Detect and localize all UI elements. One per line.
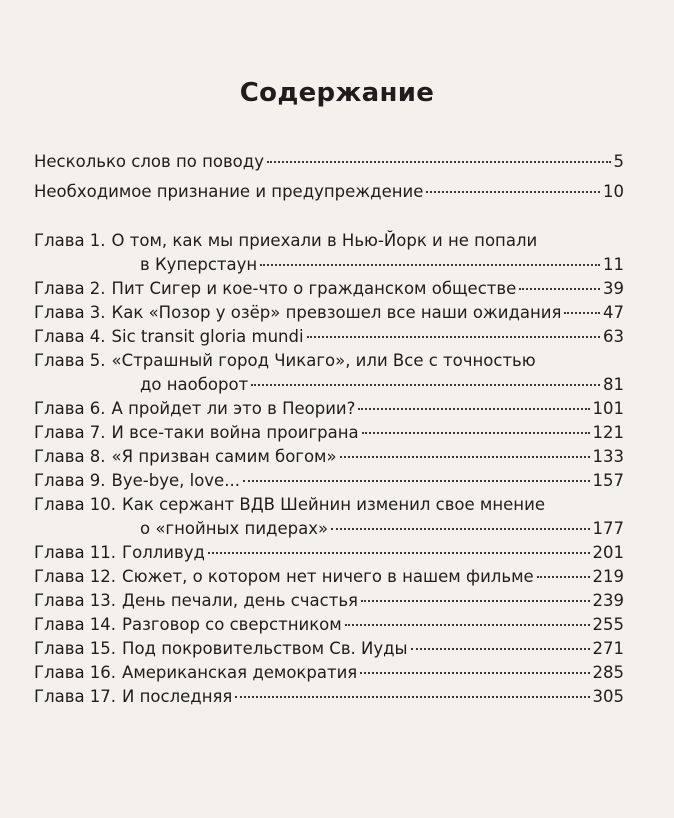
- chapter-title: «Я призван самим богом»: [111, 447, 337, 466]
- chapter-label: Глава 15.: [34, 639, 117, 658]
- toc-entry[interactable]: [34, 684, 624, 710]
- toc-entry[interactable]: [34, 300, 624, 326]
- chapter-label: Глава 11.: [34, 543, 117, 562]
- toc-entry[interactable]: [34, 324, 624, 350]
- toc-entry[interactable]: [34, 228, 624, 254]
- page-number: 305: [592, 687, 624, 706]
- dot-leader: [243, 480, 590, 482]
- toc-entry[interactable]: [34, 588, 624, 614]
- toc-entry[interactable]: [34, 564, 624, 590]
- dot-leader: [358, 408, 589, 410]
- chapter-title: О том, как мы приехали в Нью-Йорк и не попали: [111, 231, 538, 250]
- chapter-title: Сюжет, о котором нет ничего в нашем фильме: [122, 567, 534, 586]
- toc-entry[interactable]: [34, 468, 624, 494]
- page-number: 63: [603, 327, 624, 346]
- toc-entry[interactable]: [34, 276, 624, 302]
- chapter-label: Глава 16.: [34, 663, 117, 682]
- chapter-label: Глава 13.: [34, 591, 117, 610]
- toc-entry[interactable]: [34, 179, 624, 205]
- chapter-title: Под покровительством Св. Иуды: [122, 639, 408, 658]
- chapter-title: Как сержант ВДВ Шейнин изменил свое мнение: [122, 495, 545, 514]
- dot-leader: [208, 552, 590, 554]
- chapter-title: «Страшный город Чикаго», или Все с точностью: [111, 351, 536, 370]
- dot-leader: [537, 576, 590, 578]
- dot-leader: [340, 456, 590, 458]
- dot-leader: [411, 648, 590, 650]
- page-number: 271: [592, 639, 624, 658]
- toc-entry[interactable]: [34, 612, 624, 638]
- toc-entry[interactable]: [34, 348, 624, 374]
- chapter-title: И все-таки война проиграна: [111, 423, 359, 442]
- chapter-label: Глава 2.: [34, 279, 106, 298]
- dot-leader: [235, 696, 589, 698]
- page-number: 39: [603, 279, 624, 298]
- chapter-label: Глава 6.: [34, 399, 106, 418]
- dot-leader: [345, 624, 590, 626]
- chapter-label: Глава 4.: [34, 327, 106, 346]
- toc-entry[interactable]: [140, 516, 624, 542]
- page-number: 133: [592, 447, 624, 466]
- chapter-title: Голливуд: [122, 543, 205, 562]
- chapter-title: День печали, день счастья: [122, 591, 358, 610]
- toc-entry[interactable]: [34, 492, 624, 518]
- chapter-title: Пит Сигер и кое-что о гражданском обществе: [111, 279, 517, 298]
- dot-leader: [331, 528, 589, 530]
- toc-entry[interactable]: [34, 636, 624, 662]
- dot-leader: [362, 432, 590, 434]
- page-number: 219: [592, 567, 624, 586]
- page-number: 285: [592, 663, 624, 682]
- toc-entry[interactable]: [34, 540, 624, 566]
- entry-title: Несколько слов по поводу: [34, 152, 264, 171]
- chapter-label: Глава 8.: [34, 447, 106, 466]
- chapter-title: И последняя: [122, 687, 233, 706]
- chapter-label: Глава 5.: [34, 351, 106, 370]
- dot-leader: [426, 191, 600, 193]
- chapter-label: Глава 14.: [34, 615, 117, 634]
- page-number: 157: [592, 471, 624, 490]
- dot-leader: [564, 312, 600, 314]
- page-number: 121: [592, 423, 624, 442]
- page-number: 201: [592, 543, 624, 562]
- chapter-label: Глава 7.: [34, 423, 106, 442]
- page-number: 101: [592, 399, 624, 418]
- entry-title: Необходимое признание и предупреждение: [34, 182, 424, 201]
- toc-entry[interactable]: [140, 252, 624, 278]
- page-number: 10: [603, 182, 624, 201]
- toc-entry[interactable]: [34, 149, 624, 175]
- chapter-label: Глава 3.: [34, 303, 106, 322]
- chapter-title: Как «Позор у озёр» превзошел все наши ожидания: [111, 303, 562, 322]
- page-number: 255: [592, 615, 624, 634]
- toc-entry[interactable]: [34, 420, 624, 446]
- toc-entry[interactable]: [34, 444, 624, 470]
- dot-leader: [361, 600, 590, 602]
- chapter-title-continued: до наоборот: [140, 375, 249, 394]
- dot-leader: [267, 161, 611, 163]
- page-title: Содержание: [239, 78, 435, 108]
- chapter-title: Американская демократия: [122, 663, 358, 682]
- page-number: 5: [613, 152, 624, 171]
- page-number: 239: [592, 591, 624, 610]
- page-number: 81: [603, 375, 624, 394]
- toc-entry[interactable]: [140, 372, 624, 398]
- dot-leader: [251, 384, 600, 386]
- page-number: 177: [592, 519, 624, 538]
- toc-entry[interactable]: [34, 396, 624, 422]
- chapter-title-continued: в Куперстаун: [140, 255, 258, 274]
- chapter-title: Разговор со сверстником: [122, 615, 342, 634]
- chapter-label: Глава 12.: [34, 567, 117, 586]
- chapter-title-continued: о «гнойных пидерах»: [140, 519, 329, 538]
- page-number: 47: [603, 303, 624, 322]
- chapter-label: Глава 10.: [34, 495, 117, 514]
- chapter-title: Bye-bye, love...: [111, 471, 240, 490]
- dot-leader: [307, 336, 600, 338]
- toc-entry[interactable]: [34, 660, 624, 686]
- chapter-label: Глава 1.: [34, 231, 106, 250]
- chapter-title: Sic transit gloria mundi: [111, 327, 304, 346]
- chapter-label: Глава 9.: [34, 471, 106, 490]
- dot-leader: [360, 672, 589, 674]
- chapter-title: А пройдет ли это в Пеории?: [111, 399, 356, 418]
- chapter-label: Глава 17.: [34, 687, 117, 706]
- dot-leader: [519, 288, 600, 290]
- page-number: 11: [603, 255, 624, 274]
- dot-leader: [260, 264, 600, 266]
